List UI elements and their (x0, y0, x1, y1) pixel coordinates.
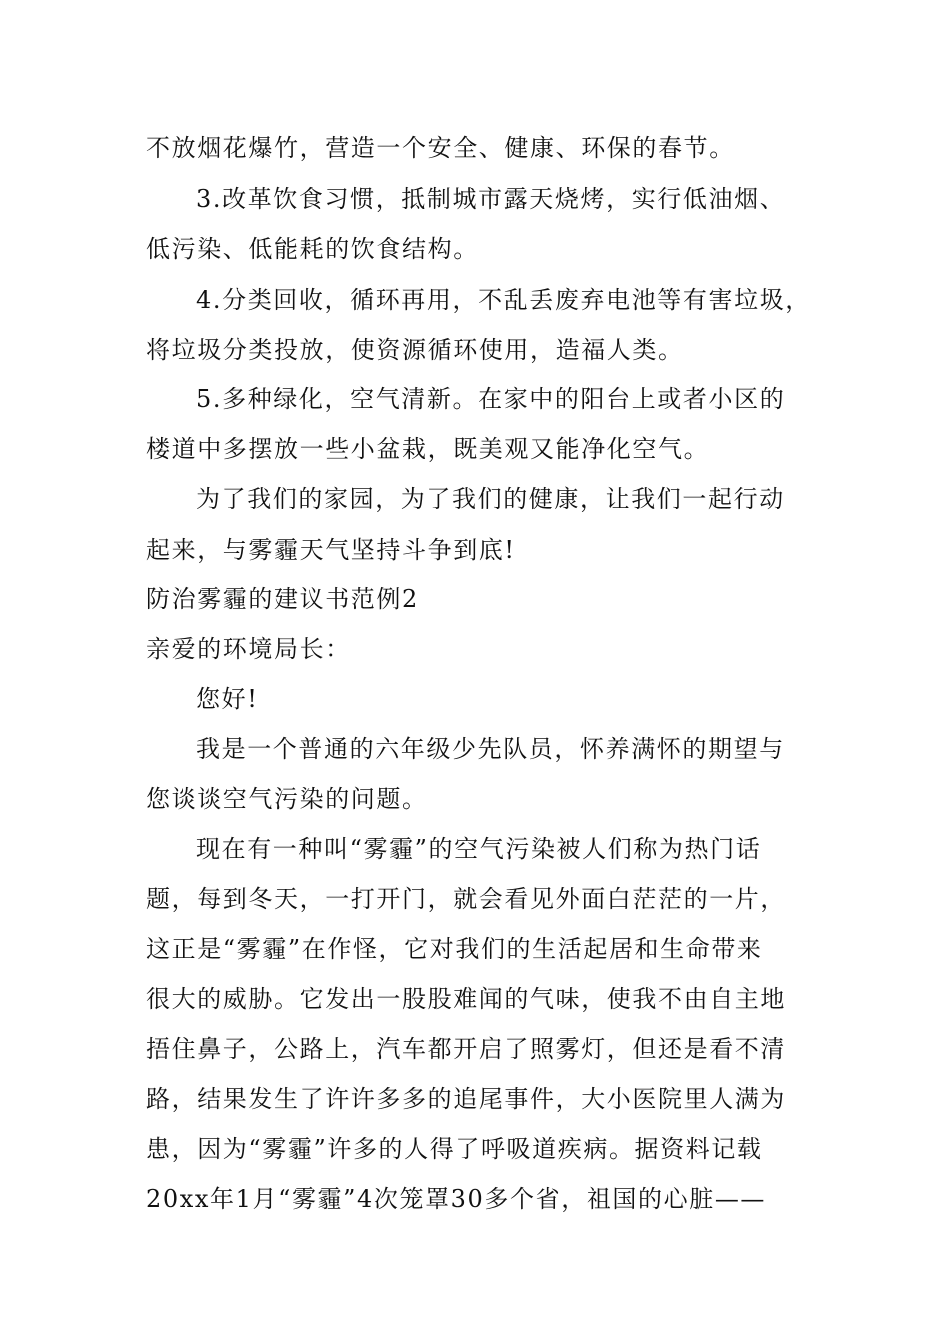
list-item-5-continuation: 楼道中多摆放一些小盆栽，既美观又能净化空气。 (146, 435, 710, 463)
list-item-4-continuation: 将垃圾分类投放，使资源循环使用，造福人类。 (146, 336, 684, 364)
body-paragraph-continuation: 路，结果发生了许许多多的追尾事件，大小医院里人满为 (146, 1085, 786, 1113)
body-paragraph-continuation: 20xx年1月“雾霾”4次笼罩30多个省，祖国的心脏—— (146, 1185, 767, 1213)
body-paragraph-continuation: 题，每到冬天，一打开门，就会看见外面白茫茫的一片， (146, 885, 786, 913)
body-text-line: 不放烟花爆竹，营造一个安全、健康、环保的春节。 (146, 134, 735, 162)
body-paragraph-continuation: 这正是“雾霾”在作怪，它对我们的生活起居和生命带来 (146, 935, 763, 963)
body-paragraph-continuation: 很大的威胁。它发出一股股难闻的气味，使我不由自主地 (146, 985, 786, 1013)
list-item-4-line: 4.分类回收，循环再用，不乱丢废弃电池等有害垃圾， (196, 286, 811, 314)
salutation: 亲爱的环境局长： (146, 635, 351, 663)
intro-paragraph-line: 我是一个普通的六年级少先队员，怀养满怀的期望与 (196, 735, 785, 763)
list-item-3-continuation: 低污染、低能耗的饮食结构。 (146, 235, 479, 263)
list-item-3-line: 3.改革饮食习惯，抵制城市露天烧烤，实行低油烟、 (196, 185, 786, 213)
closing-paragraph-continuation: 起来，与雾霾天气坚持斗争到底! (146, 536, 516, 564)
greeting: 您好! (196, 685, 259, 713)
body-paragraph-continuation: 患，因为“雾霾”许多的人得了呼吸道疾病。据资料记载 (146, 1135, 763, 1163)
body-paragraph-continuation: 捂住鼻子，公路上，汽车都开启了照雾灯，但还是看不清 (146, 1035, 786, 1063)
intro-paragraph-continuation: 您谈谈空气污染的问题。 (146, 785, 428, 813)
body-paragraph-line: 现在有一种叫“雾霾”的空气污染被人们称为热门话 (196, 835, 762, 863)
list-item-5-line: 5.多种绿化，空气清新。在家中的阳台上或者小区的 (196, 385, 786, 413)
closing-paragraph-line: 为了我们的家园，为了我们的健康，让我们一起行动 (196, 485, 785, 513)
section-title: 防治雾霾的建议书范例2 (146, 585, 419, 613)
